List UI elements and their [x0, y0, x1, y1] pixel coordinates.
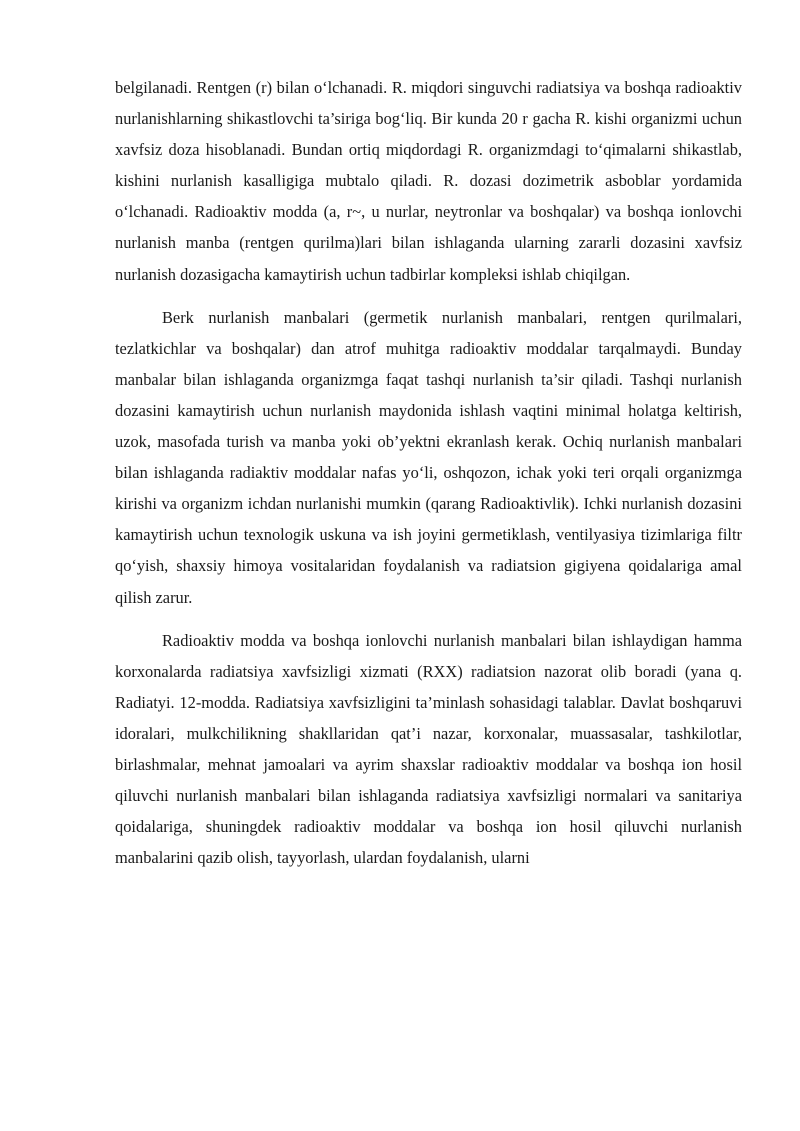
document-body: [115, 72, 742, 885]
paragraph-radiation-safety: Radioaktiv modda va boshqa ionlovchi nurlanish manbalari bilan ishlaydigan hamma korxonalarda radiatsiya xavfsizligi xizmati (RXX) radiatsion nazorat olib boradi (yana q. Radiatyi. 12-modda. Radiatsiya xavfsizligini ta’minlash sohasidagi talablar. Davlat boshqaruvi idoralari, mulkchilikning shakllaridan qat’i nazar, korxonalar, muassasalar, tashkilotlar, birlashmalar, mehnat jamoalari va ayrim shaxslar radioaktiv moddalar va boshqa ion hosil qiluvchi nurlanish manbalari bilan ishlaganda radiatsiya xavfsizligi normalari va sanitariya qoidalariga, shuningdek radioaktiv moddalar va boshqa ion hosil qiluvchi nurlanish manbalarini qazib olish, tayyorlash, ulardan foydalanish, ularni: [115, 630, 742, 868]
paragraph-closed-sources: Berk nurlanish manbalari (germetik nurlanish manbalari, rentgen qurilmalari, tezlatkichlar va boshqalar) dan atrof muhitga radioaktiv moddalar tarqalmaydi. Bunday manbalar bilan ishlaganda organizmga faqat tashqi nurlanish ta’sir qiladi. Tashqi nurlanish dozasini kamaytirish uchun nurlanish maydonida ishlash vaqtini minimal holatga keltirish, uzok, masofada turish va manba yoki ob’yektni ekranlash kerak. Ochiq nurlanish manbalari bilan ishlaganda radiaktiv moddalar nafas yo‘li, oshqozon, ichak yoki teri orqali organizmga kirishi va organizm ichdan nurlanishi mumkin (qarang Radioaktivlik). Ichki nurlanish dozasini kamaytirish uchun texnologik uskuna va ish joyini germetiklash, ventilyasiya tizimlariga filtr qo‘yish, shaxsiy himoya vositalaridan foydalanish va radiatsion gigiyena qoidalariga amal qilish zarur.: [115, 307, 742, 607]
paragraph-continuation: belgilanadi. Rentgen (r) bilan o‘lchanadi. R. miqdori singuvchi radiatsiya va boshqa radioaktiv nurlanishlarning shikastlovchi ta’siriga bog‘liq. Bir kunda 20 r gacha R. kishi organizmi uchun xavfsiz doza hisoblanadi. Bundan ortiq miqdordagi R. organizmdagi to‘qimalarni shikastlab, kishini nurlanish kasalligiga mubtalo qiladi. R. dozasi dozimetrik asboblar yordamida o‘lchanadi. Radioaktiv modda (a, r~, u nurlar, neytronlar va boshqalar) va boshqa ionlovchi nurlanish manba (rentgen qurilma)lari bilan ishlaganda ularning zararli dozasini xavfsiz nurlanish dozasigacha kamaytirish uchun tadbirlar kompleksi ishlab chiqilgan.: [115, 78, 742, 284]
